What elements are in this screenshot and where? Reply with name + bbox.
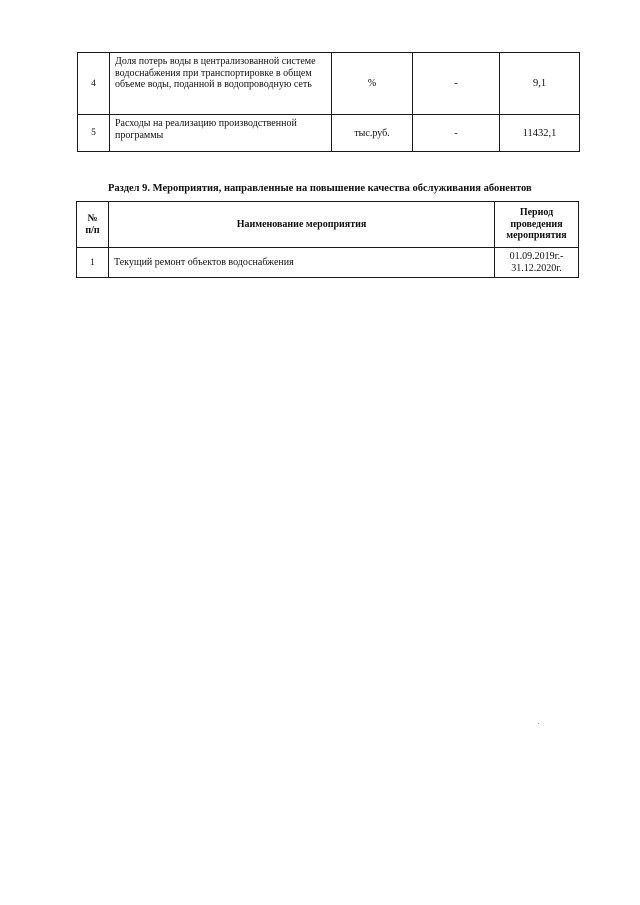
measure-period: 01.09.2019г.- 31.12.2020г. <box>495 248 579 278</box>
indicator-unit: % <box>332 53 413 115</box>
header-number: № п/п <box>77 202 109 248</box>
header-period: Период проведения мероприятия <box>495 202 579 248</box>
indicator-value-plan: 11432,1 <box>500 115 580 152</box>
row-number: 1 <box>77 248 109 278</box>
indicator-name: Доля потерь воды в централизованной системе водоснабжения при транспортировке в общем объеме воды, поданной в водопроводную сеть <box>110 53 332 115</box>
table-header-row <box>77 202 579 248</box>
indicator-value-base: - <box>413 53 500 115</box>
indicator-name: Расходы на реализацию производственной программы <box>110 115 332 152</box>
measures-table <box>76 201 579 278</box>
indicator-value-plan: 9,1 <box>500 53 580 115</box>
indicator-unit: тыс.руб. <box>332 115 413 152</box>
measure-name: Текущий ремонт объектов водоснабжения <box>109 248 495 278</box>
section-title: Раздел 9. Мероприятия, направленные на повышение качества обслуживания абонентов <box>108 183 532 194</box>
table-row <box>77 248 579 278</box>
table-row <box>78 53 580 115</box>
table-row <box>78 115 580 152</box>
indicator-value-base: - <box>413 115 500 152</box>
indicators-table <box>77 52 580 152</box>
header-measure-name: Наименование мероприятия <box>109 202 495 248</box>
scan-speck <box>538 723 539 724</box>
row-number: 5 <box>78 115 110 152</box>
row-number: 4 <box>78 53 110 115</box>
